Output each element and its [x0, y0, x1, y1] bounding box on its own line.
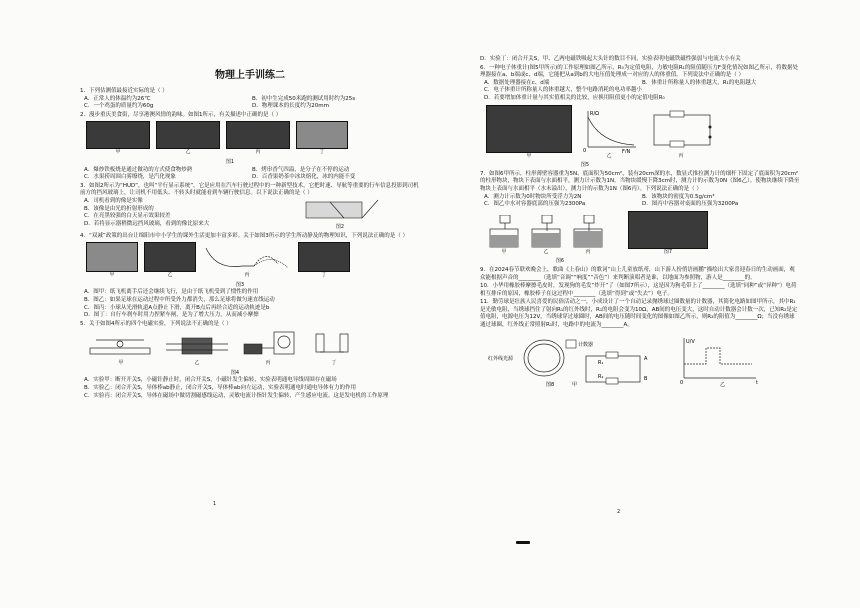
caption: 乙 [194, 360, 200, 367]
photo-stir-fry [86, 121, 150, 149]
figure-5-caption: 图5 [580, 162, 590, 169]
figure-2 [300, 198, 380, 232]
graph-y-label: R/Ω [590, 110, 599, 117]
question-6 [480, 65, 800, 170]
figure-1-row [86, 121, 420, 157]
caption: 甲 [526, 152, 532, 159]
question-3 [80, 183, 420, 232]
figure-4-caption: 图4 [230, 369, 240, 376]
option-d: D．图丁：自行车刹车时用力捏紧车闸，是为了增大压力，从而减小摩擦 [84, 312, 259, 319]
option-a: A．司机看到的像是实像 [84, 197, 143, 204]
option-c: C．水果捞周围白雾缭绕，是汽化现象 [84, 174, 176, 181]
graph-x-label: F/N [622, 148, 631, 153]
option-b: B．该物块的密度为0.5g/cm³ [642, 193, 715, 200]
generator-galvanometer-diagram [238, 330, 298, 360]
graph-origin: 0 [680, 379, 684, 386]
photo-scale [486, 105, 572, 153]
caption: 图2 [335, 223, 345, 230]
question-stem: 1．下列估测值最接近实际的是（ ） [80, 88, 168, 94]
question-9: 9．在2024春节联欢晚会上，歌曲《上春山》的歌词“山上儿童放纸鸢，山下游人扮俏语画鹏”描绘出大家喜迎春日的生动画面，观众能根据声音的________（选填“音调”“响度”“音色”）来判断演唱者是谁，以地面为参照物，游人是________的。 [480, 266, 795, 281]
figure-5-row [486, 105, 800, 161]
photo-skewers [156, 121, 220, 149]
question-stem: 7．如图6甲所示，柱形薄壁容器重为5N、底面积为50cm²，装有20cm深的水，数显式推拉测力计的细杆下固定了底面积为20cm²的柱形物块，物块下表面与水面相平，测力计示数为1N。当物块缓慢下降3cm时，测力计的示数为0N（图6乙）。使物块继续下降至物块上表面与水面相平（水未溢出），测力计的示数为1N（图6丙）。下列说法正确的是（ ） [480, 170, 800, 192]
caption: 甲 [109, 272, 115, 279]
oersted-experiment-diagram [86, 330, 156, 360]
option-d: D．若将显示器稍微远挡风玻璃，看到的像比原来大 [84, 220, 210, 227]
photo-fruit [226, 121, 290, 149]
option-d: D．图丙中容器对桌面的压强为3200Pa [642, 201, 739, 208]
figure-3-caption: 图3 [235, 281, 245, 288]
question-stem: 3．如图2所示为“HUD”，也叫“平行显示系统”，它是应用在汽车行驶过程中的一种新型技术，它把时速、导航等重要的行车信息投影到司机前方的挡风玻璃上，让司机不用低头、不转头时就能看到车辆行驶信息。以下说法正确的是（ ） [80, 182, 419, 197]
beaker-diagram-jia [486, 215, 522, 249]
terminal-b-label: B [644, 375, 648, 382]
option-b: B．图乙：如果足球在运动过程中所受外力都消失，那么足球将做匀速直线运动 [84, 296, 275, 303]
photo-bicycle [298, 242, 350, 272]
track-trajectory-diagram [202, 244, 292, 272]
graph-yi-label: 乙 [720, 381, 726, 388]
left-column [80, 70, 420, 401]
caption: 丁 [321, 272, 327, 279]
question-1 [80, 88, 420, 111]
caption: 甲 [501, 248, 507, 255]
option-b: B．初中生完成50米跑的测试用时约为25s [252, 95, 356, 102]
caption: 图7 [663, 248, 673, 255]
option-b: B．该像是由光的折射形成的 [84, 205, 154, 212]
beaker-diagram-bing [570, 215, 606, 249]
beaker-diagram-yi [528, 215, 564, 249]
option-c: C．图乙中水对容器底部的压强为2300Pa [484, 201, 586, 208]
question-10: 10．小华用橡胶棒摩擦毛皮时，发现狗的毛发“炸开”了（如图7所示），这是因为狗毛带上了________（选填“同种”或“异种”）电荷相互排斥的原因，橡胶棒子在这过程中________（选填“得到”或“失去”）电子。 [480, 283, 797, 297]
option-b: B．实验乙：闭合开关S，导体棒ab静止，闭合开关S，导体棒ab向左运动，实验表明通电时通电导体有力的作用 [84, 385, 356, 392]
option-a: A．测力计示数为0时物块所受浮力为2N [484, 193, 582, 200]
option-c: C．图丙：小球从光滑轨道A点静止下滑，离开B点后再经合适的运动轨迹是b [84, 304, 270, 311]
question-stem: 4．“双减”政策的出台让绵阳市中小学生的课外生活更加丰富多彩。关于如图3所示的学生所动静及的物理知识，下列说法正确的是（ ） [80, 232, 408, 239]
figure-6-caption: 图6 [555, 258, 565, 265]
electromagnet-diagram [304, 330, 364, 360]
motor-rails-diagram [162, 330, 232, 360]
figure-6-row [486, 211, 800, 257]
hud-windshield-diagram [300, 198, 380, 224]
option-d: D．物理课本的长度约为20mm [252, 103, 329, 110]
question-7 [480, 171, 800, 266]
question-2 [80, 112, 420, 182]
option-d: D．百香果奶茶中冰块熔化，冰的内能不变 [252, 174, 356, 181]
caption: 乙 [167, 272, 173, 279]
graph-origin: 0 [583, 147, 587, 153]
counter-circuit-diagram [486, 334, 666, 388]
caption: 丙 [255, 149, 261, 156]
question-stem: 6．一种电子体重计(图5甲所示)的工作原理如图乙所示，R₀为定值电阻，力敏电阻R₁的阻值随压力F变化情况如图乙所示，将数据处理器接在a、b端或c、d端，它能把从a到b的大电压值处理成一对应的人的体重值。下列说法中正确的是（ ） [480, 64, 799, 79]
figure-4-row [86, 330, 420, 368]
figure-8-row [486, 334, 800, 388]
caption: 丁 [331, 360, 337, 367]
caption: 丁 [319, 149, 325, 156]
caption: 丙 [585, 248, 591, 255]
graph-t-label: t [756, 379, 758, 386]
r2-label: R₂ [598, 373, 604, 380]
figure-8-caption: 图8 [546, 381, 555, 388]
question-5-option-d: D．实验丁：闭合开关S，甲、乙两电磁铁吸起大头针的数目不同，实验表明电磁铁磁性强弱与电流大小有关 [480, 56, 741, 62]
terminal-a-label: A [644, 355, 648, 362]
option-a: A．正常人的体温约为26℃ [84, 95, 151, 102]
r1-label: R₁ [598, 359, 604, 366]
pen-mark [516, 541, 530, 544]
page-number: 2 [617, 509, 621, 515]
caption: 乙 [185, 149, 191, 156]
counter-label: 计数器 [578, 341, 594, 348]
graph-y-label: U/V [686, 338, 695, 345]
caption: 乙 [606, 152, 612, 159]
option-b: B．烤串香气四溢，是分子在不停的运动 [252, 166, 350, 173]
option-c: C．电子体重计所称量人的体重越大，整个电路消耗的电功率越小 [484, 87, 642, 94]
caption: 甲 [115, 149, 121, 156]
question-4 [80, 233, 420, 320]
scale-circuit-diagram [646, 107, 716, 153]
right-column [480, 56, 800, 390]
option-a: A．爆炒铁板烧是通过做功的方式使食物炒熟 [84, 166, 193, 173]
question-5 [80, 321, 420, 401]
caption: 丙 [244, 272, 250, 279]
photo-football [144, 242, 196, 272]
photo-dog-fur [628, 211, 708, 249]
caption: 乙 [543, 248, 549, 255]
laser-label: 红外线光源 [488, 355, 514, 362]
page-number: 1 [213, 501, 217, 507]
option-b: B．体重计所称量人的体重越大，R₁的电阻越大 [642, 79, 757, 86]
question-11: 11．勤劳球是壮族人民喜爱的民俗活动之一，小成设计了一个自动记录抛绣球过圈数量的计数器，其简化电路如图甲所示，其中R₁是光敏电阻，当绣球挡住了射向R₁的红外线时，R₁的电阻会变为10Ω，AB间的电压变大，这时自动计数器会计数一次，已知R₂是定值电阻，电源电压为12V，当绣球穿过球圈时，AB间的电压随时间变化的图像如图乙所示，则R₂的阻值为________Ω；当没有绣球通过球圈，红外线正常照射R₁时，电路中的电流为________A。 [480, 299, 798, 329]
question-stem: 2．漫步重庆美食街，尽享港澳风情的韵味。如图1所示，有关描述中正确的是（ ） [80, 111, 282, 118]
voltage-time-graph [672, 334, 762, 388]
option-c: C．在亮黑较强的白天显示效果较差 [84, 213, 171, 220]
resistance-force-graph [578, 107, 640, 153]
option-a: A．实验甲：断开开关S，小磁针静止时，闭合开关S，小磁针发生偏转，实验表明通电导线周围存在磁场 [84, 377, 337, 384]
figure-8-jia: 甲 [572, 381, 578, 388]
caption: 丙 [678, 152, 684, 159]
option-a: A．数据处理器接在c、d端 [484, 79, 550, 86]
question-stem: 5．关于如图4所示的四个电磁实验，下列说法不正确的是（ ） [80, 320, 232, 327]
option-c: C．一个鸡蛋的质量约为60g [84, 103, 154, 110]
caption: 丙 [265, 360, 271, 367]
photo-paper-plane [86, 242, 138, 272]
option-a: A．图甲：纸飞机离手后还会继续飞行，是由于纸飞机受到了惯性的作用 [84, 289, 259, 296]
caption: 甲 [118, 360, 124, 367]
photo-tea [296, 121, 348, 149]
option-c: C．实验丙：闭合开关S，导体在磁场中做切割磁感线运动，灵敏电流计指针发生偏转，产生感应电流。这是发电机的工作原理 [84, 392, 389, 399]
page-title: 物理上手训练二 [215, 70, 285, 81]
option-d: D．若要增加体重计量与其实值相关的比较，应换用阻值更小的定值电阻R₀ [484, 94, 665, 101]
figure-1-caption: 图1 [225, 158, 235, 165]
